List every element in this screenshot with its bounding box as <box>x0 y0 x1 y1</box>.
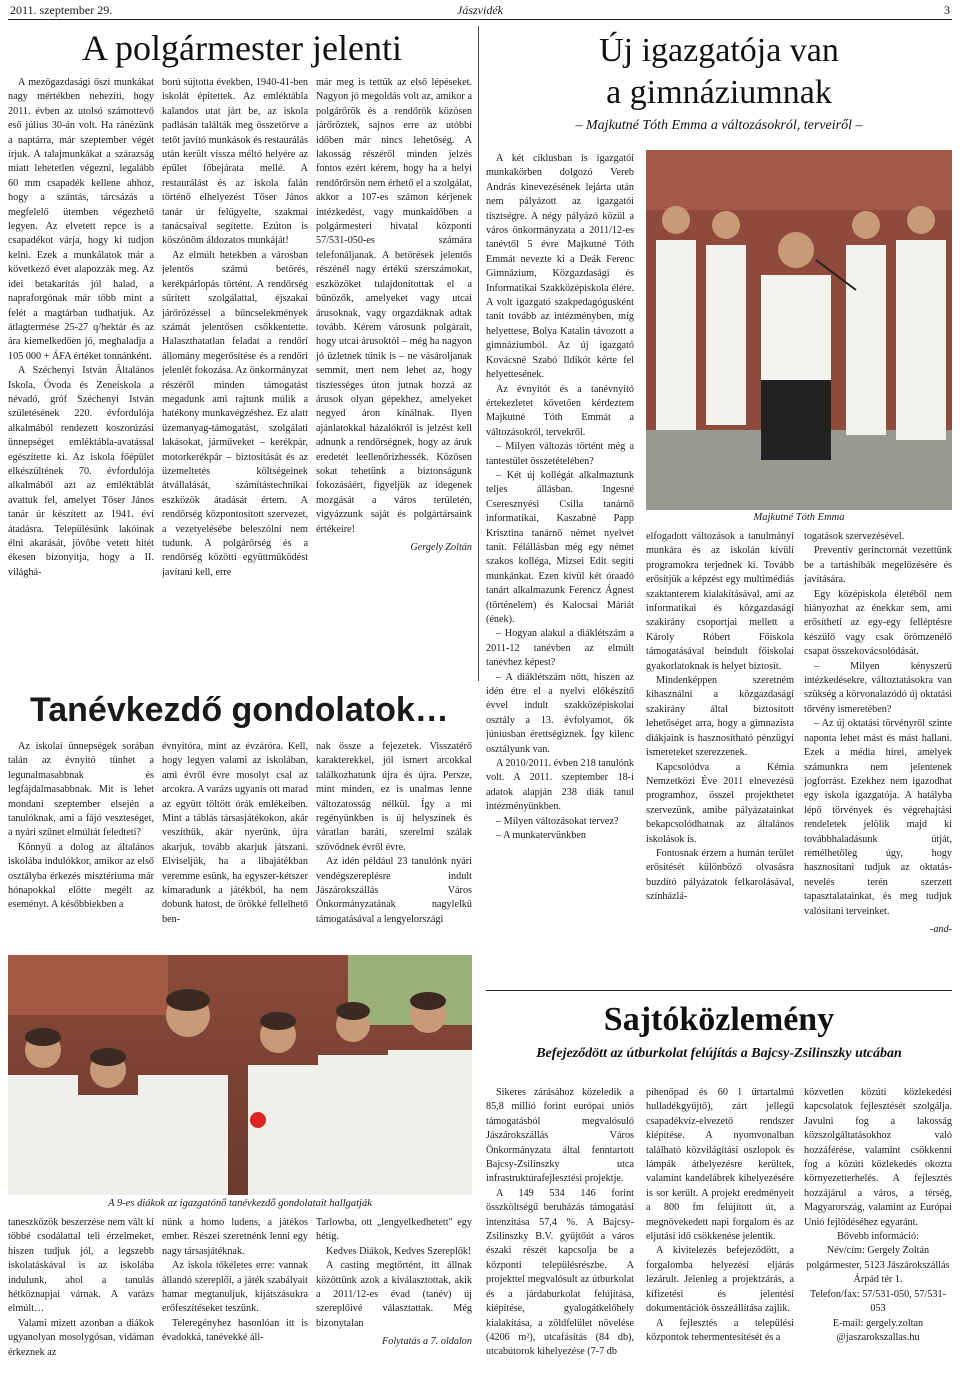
author-signature: -and- <box>929 923 952 935</box>
paragraph: Mindenképpen szeretném kihasználni a közgazdasági szakirány által biztosított lehetőséget arra, hogy a gimnazista diákjaink is hasznosítható pénzügyi ismereteket szerezzenek. <box>646 675 794 759</box>
students-photo-image <box>8 955 472 1195</box>
paragraph: A két ciklusban is igazgatói munkakörben dolgozó Vereb András kinevezésének lejárta után nem pályázott az igazgatói tisztségre. A négy pályázó közül a város önkormányzata a 2011/12-es tanévtől 5 évre Majkutné Tóth Emmát nevezte ki a Deák Ferenc Gimnázium, Közgazdasági és Informatikai Szakközépiskola élére. A volt igazgató szakpedagógusként tanít tovább az intézményben, míg helyettese, Bolya Katalin távozott a gimnáziumból. Az új igazgató Kovácsné Szabó Ildikót kérte fel helyettesének. <box>486 153 634 381</box>
paragraph: Preventív gerinctornát vezettünk be a tartáshibák megelőzésére és javítására. <box>804 545 952 586</box>
article2-bottom-column-3 <box>316 1216 472 1384</box>
article3-title-line2: a gimnáziumnak <box>606 74 832 111</box>
header-rule <box>8 19 952 20</box>
article4-subtitle: Befejeződött az útburkolat felújítás a Bajcsy-Zsilinszky utcában <box>536 1046 902 1061</box>
paragraph: A 149 534 146 forint összköltségű beruházás támogatási intenzitása 57,4 %. A Bajcsy-Zsilinszky B.V. gyűjtőút a város északi részét kapcsolja be a központi településrészbe. A projekttel megvalósult az útburkolat és a járdaburkolat felújítása, kiépítése, gyalogátkelőhely kialakítása, a zöldfelület növelése (4206 m²), utcafásítás (84 db), utcabútorok kihelyezése (7-7 db <box>486 1187 634 1358</box>
students-photo <box>8 955 472 1195</box>
article3-column-3 <box>804 530 952 982</box>
paragraph: pihenőpad és 60 l űrtartalmú hulladékgyűjtő), zárt jellegű csapadékvíz-elvezető rendszer kiépítése. A nyomvonalban található közvilágítási oszlopok és lámpák áthelyezésre kerültek, valamint kandelábrek kihelyezésére is sor került. A projekt eredményeit a 800 fm felújított út, a megnövekedett napi forgalom és az eljutási idő csökkenése jelentik. <box>646 1087 794 1243</box>
paragraph: – Milyen változás történt még a tantestület összetételében? <box>486 441 634 467</box>
author-signature: Gergely Zoltán <box>410 542 472 553</box>
paragraph: Sikeres zárásához közeledik a 85,8 millió forint európai uniós támogatásból megvalósuló Jászárokszállás Város Önkormányzata által fenntartott Bajcsy-Zsilinszky utca infrastruktúrafejlesztési projektje. <box>486 1087 634 1185</box>
paragraph: már meg is tettük az első lépéseket. Nagyon jó megoldás volt az, amikor a polgárőrök és a rendőrök közösen járőröztek, sajnos erre az utóbbi időben már nincs lehetőség. A lakosság részéről minden jelzés fontos ezért kérem, hogy ha a helyi rendőrőrsön nem érhető el a szolgálat, akkor a 107-es számon kérjenek intézkedést, vagy munkaidőben a polgármesteri hivatal központi 57/531-050-es számára telefonáljanak. A betörések jelentős részénél nagy értékű szerszámokat, eszközöket tulajdonítottak el a bűnözők, amelyeket vagy utcai árusoknak, vagy orgazdáknak adtak tovább. Kérem városunk polgárait, hogy utcai árusoktól – még ha nagyon jó üzletnek tűnik is – ne vásároljanak semmit, mert nem lehet az, hogy tisztességes úton jutnak hozzá az árusok olyan gépekhez, amelyeket negyed áron kínálnak. Ilyen ajánlatokkal házalókról is jelzést kell adnunk a rendőrségnek, hogy az áruk eredetét leellenőrizhessék. Közösen sokat tehetünk a biztonságunk fokozásáért, figyeljük az idegenek mozgását a város területén, vigyázzunk saját és polgártársaink értékeire! <box>316 77 472 535</box>
paragraph: Bővebb információ: <box>837 1231 919 1243</box>
paragraph: – Milyen kényszerű intézkedésekre, változtatásokra van szükség a körvonalazódó új oktatási törvény ismeretében? <box>804 660 952 715</box>
paragraph: A mezőgazdasági őszi munkákat nagy mértékben nehezíti, hogy 2011. évben az utolsó számottevő eső július 30-án volt. Ha ránézünk a naptárra, már szeptember végét írjuk. A talajmunkákat a szárazság miatt lehetetlen végezni, legalább 60 mm csapadék kellene ahhoz, hogy a szántás, tárcsázás a megfelelő ütemben végezhető legyen. Az elvetett repce is a csapadékot várja, hogy ki tudjon kelni. Ezek a munkálatok már a következő évet alapozzák meg. Az idei betakarítás jól halad, a napraforgónak már több mint a felét a magtárban tudhatjuk. Az átlagtermése 25-27 q/hektár és az ára kiemelkedően jó, meghaladja a 105 000 + ÁFA értéket tonnánként. <box>8 77 154 362</box>
article2-title: Tanévkezdő gondolatok… <box>30 691 449 729</box>
paragraph: Telefon/fax: 57/531-050, 57/531-053 <box>810 1288 946 1315</box>
paragraph: Fontosnak érzem a humán terület erősítését különböző olvasásra buzdító pályázatok felkarolásával, színházlá- <box>646 847 794 903</box>
paragraph: Az iskola tőkéletes erre: vannak állandó szereplői, a játék szabályait hamar megtanuljuk, kijátszásukra erőfeszítéseket teszünk. <box>162 1260 308 1315</box>
students-photo-caption: A 9-es diákok az igazgatónő tanévkezdő gondolatait hallgatják <box>108 1198 372 1209</box>
paragraph: – Két új kollégát alkalmaztunk teljes állásban. Ingesné Cseresznyési Csilla tanárnő informatikai, Kaszabné Papp Krisztina tanárnő német nyelvet tanít. Félállásban még egy német szakos kolléga, Mizsei Edit segíti munkánkat. Ezen kívül két óraadó tanárt alkalmazunk Ferencz Ágnest (történelem) és Kalocsai Máriát (ének). <box>486 469 634 625</box>
paragraph: E-mail: gergely.zoltan @jaszarokszallas.hu <box>832 1317 924 1343</box>
paragraph: Valami mizett azonban a diákok ugyanolyan mosolygósan, vidáman érkeznek az <box>8 1317 154 1358</box>
article1-column-3 <box>316 76 472 674</box>
paragraph: Az idén például 23 tanulónk nyári vendégszereplésre indult Jászárokszállás Város Önkormányzatának nagylelkű támogatásával a lengyelországi <box>316 856 472 925</box>
issue-date: 2011. szeptember 29. <box>10 3 113 17</box>
paragraph: Tarlowba, ott „lengyelkedhetett" egy hétig. <box>316 1217 472 1243</box>
article2-column-2 <box>162 740 308 952</box>
paragraph: taneszközök beszerzése nem vált ki többé csodálattal teli érzelmeket, hiszen tudjuk jól, a legszebb iskolatáskával is az iskolába indulunk, ahol a tanulás hétköznapjai várnak. A varázs elmúlt… <box>8 1217 154 1315</box>
paragraph: A kivitelezés befejeződött, a forgalomba helyezési eljárás lezárult. Jelenleg a projektzárás, a kifizetési és jelentési dokumentációk összeállítása zajlik. <box>646 1245 794 1315</box>
continuation-note: Folytatás a 7. oldalon <box>382 1336 472 1348</box>
paragraph: Könnyű a dolog az általános iskolába indulókkor, amikor az első osztályba érkezés misztériuma már hónapokkal előtte megélt az eseményt. A későbbiekben a <box>8 841 154 911</box>
article4-column-2 <box>646 1086 794 1384</box>
article2-bottom-column-2 <box>162 1216 308 1384</box>
page-number: 3 <box>944 3 950 17</box>
article3-column-2 <box>646 530 794 982</box>
paragraph: – Az új oktatási törvényről szinte naponta lehet mást és mást hallani. Ezek a média hírei, amelyek számunkra nem jelentenek jogforrást. Ezekhez nem igazodhat egy iskola igazgatója. A hatályba lépő törvények és végrehajtási rendeletek jelölik majd ki továbbhaladásunk útját, remélhetőleg úgy, hogy hasznosítani tudjuk az oktatás-nevelés terén szerzett tapasztalatainkat, és meg tudjuk valósítani terveinket. <box>804 718 952 917</box>
paragraph: A fejlesztés a települési központok tehermentesítését és a <box>646 1317 794 1343</box>
paragraph: A Széchenyi István Általános Iskola, Óvoda és Zeneiskola a névadó, gróf Széchenyi István születésének 220. évfordulója alkalmából rendezett koszorúzási ünnepséget emléktábla-avatással egészítette ki. Az iskola főépület elkészültének 70. évfordulója alkalmából azt az emléktáblát avattuk fel, amelyet Tőser János tanár úr készített az 1941. évi átadásra. Településünk lakóinak élni akarását, jövőbe vetett hitét ékesen bizonyítja, hogy a II. világhá- <box>8 365 154 578</box>
paragraph: Teleregényhez hasonlóan itt is évadokká, tanévekké áll- <box>162 1317 308 1344</box>
paragraph: Kedves Diákok, Kedves Szereplők! <box>326 1245 472 1257</box>
article4-title: Sajtóközlemény <box>603 1001 835 1038</box>
paragraph: Név/cím: Gergely Zoltán polgármester, 5123 Jászárokszállás Árpád tér 1. <box>806 1245 950 1286</box>
principal-photo-caption: Majkutné Tóth Emma <box>753 512 845 523</box>
paragraph: Kapcsolódva a Kémia Nemzetközi Éve 2011 elnevezésű programhoz, összel projekthetet szervezünk, amibe pályázatainkat bekapcsolódhatnak az általános iskolások is. <box>646 761 794 845</box>
article1-column-1 <box>8 76 154 674</box>
article4-column-3 <box>804 1086 952 1384</box>
principal-photo-image <box>646 150 952 510</box>
paragraph: – A diáklétszám nőtt, hiszen az idén étre el a nyelvi előkészítő évvel indult szakközépiskolai osztály a 13. évfolyamot, ők júniusban érettségiznek. Így kilenc osztályunk van. <box>486 671 634 755</box>
paragraph: közvetlen közúti közlekedési kapcsolatok fejlesztését szolgálja. Javulni fog a lakosság közszolgáltatásokhoz való hozzáférése, valamint csökkenni fog a közúti közlekedés okozta környezetterhelés. A fejlesztés hozzájárul a város, a térség, Magyarország, valamint az Európai Unió fejlődéséhez egyaránt. <box>804 1087 952 1228</box>
article1-column-2 <box>162 76 308 674</box>
article2-column-3 <box>316 740 472 952</box>
column-divider <box>478 26 479 681</box>
paragraph: ború sújtotta években, 1940-41-ben iskolát építettek. Az emléktábla kalandos utat járt be, az iskola padlásán találták meg összetörve a tetőt javító munkások és restaurálás után került vissza méltó helyére az épület főbejárata mellé. A restaurálást és az iskola falán történő elhelyezést Tőser János tanár úr felügyelte, szakmai tanácsaival segítette. Ezúton is köszönöm áldozatos munkáját! <box>162 77 308 247</box>
paragraph: – Milyen változásokat tervez? <box>496 815 619 827</box>
paragraph: Az elmúlt hetekben a városban jelentős számú betörés, kerékpárlopás történt. A rendőrség sűrített szolgálattal, éjszakai járőrözéssel a bűncselekmények számát jelentősen csökkentette. Halaszthatatlan feladat a rendőri állomány megerősítése és a rendőri jelenlét fokozása. Az önkormányzat részéről minden támogatást megadunk ami rajtunk múlik a hatékony munkavégzéshez. Ez alatt üzemanyag-támogatást, szolgálati lakásokat, járműveket – kerékpár, motorkerékpár – biztosítását és az üzemeltetés költségeinek átvállalását, számítástechnikai eszközök átadását értem. A rendőrség központosított szervezet, a vezetyelésébe beleszólni nem tudunk. A polgárőrség és a rendőrség közötti együttműködést javítani kell, erre <box>162 249 308 578</box>
paper-name: Jászvidék <box>457 3 503 17</box>
paragraph: nak össze a fejezetek. Visszatérő karakterekkel, jól ismert arcokkal találkozhatunk újra és újra. Persze, mint minden, ez is unalmas lenne változatosság nélkül. Így a mi regényünkben is új helyszínek és váratlan baráti, szerelmi szálak szövődnek évről évre. <box>316 741 472 853</box>
article3-subtitle: – Majkutné Tóth Emma a változásokról, terveiről – <box>575 118 863 133</box>
paragraph: A casting megtörtént, itt állnak közöttünk azok a kiválasztottak, akik a 2011/12-es évad (tanév) új szereplőivé választattak. Még bizonytalan <box>316 1260 472 1329</box>
paragraph: A 2010/2011. évben 218 tanulónk volt. A 2011. szeptember 18-i adatok alapján 238 diák tanul intézményünkben. <box>486 758 634 813</box>
article2-column-1 <box>8 740 154 952</box>
paragraph: – Hogyan alakul a diáklétszám a 2011-12 tanévben az elmúlt tanévhez képest? <box>486 628 634 669</box>
paragraph: nünk a homo ludens, a játékos ember. Részei szeretnénk lenni egy nagy társasjátéknak. <box>162 1217 308 1257</box>
paragraph: – A munkatervünkben <box>496 830 586 842</box>
paragraph: Egy középiskola életéből nem hiányozhat az énekkar sem, ami erősítheti az egy-egy felléptésre készülő vagy csak örömzenélő csapat összekovácsolódását. <box>804 588 952 658</box>
article3-column-1 <box>486 152 634 980</box>
paragraph: togatások szervezésével. <box>804 531 905 542</box>
paragraph: Az iskolai ünnepségek sorában talán az évnyitó tűnhet a legunalmasabbnak és legfájdalmasabbnak. Mit is lehet mondani szeptember elsején a tanulóknak, ami a fájó veszteséget, a nyári szünet elmúltát feledteti? <box>8 741 154 839</box>
principal-photo <box>646 150 952 510</box>
article2-bottom-column-1 <box>8 1216 154 1384</box>
article3-title-line1: Új igazgatója van <box>599 32 839 69</box>
section-rule <box>486 990 952 991</box>
paragraph: évnyitóra, mint az évzáróra. Kell, hogy legyen valami az iskolában, ami évről évre mosolyt csal az arcokra. A varázs ugyanis ott marad az együtt töltött órák emlékeiben. Mint a táblás társasjátékokon, akár veszíthük, akár nyerünk, újra akarjuk, tovább akarjuk játszani. Elviseljük, ha a libajátékban veremme esünk, ha egyszer-kétszer kimaradunk a játékból, ha nem dobunk hatost, de örökké fellelhető ben- <box>162 741 308 925</box>
paragraph: Az évnyitót és a tanévnyitó értekezletet követően kérdeztem Majkutné Tóth Emmát a változásokról, tervekről. <box>486 383 634 438</box>
article1-title: A polgármester jelenti <box>82 28 402 68</box>
article4-column-1 <box>486 1086 634 1384</box>
paragraph: elfogadott változások a tanulmányi munkára és az iskolán kívüli programokra terjednek ki. Tovább erősítjük a képzést egy multimédiás szaktanterem kialakításával, ami az informatikai és közgazdasági szakirány csoportjai mellett a Károly Róbert Főiskola támogatásával beindult főiskolai gyakorlatoknak is helyet biztosít. <box>646 531 794 672</box>
